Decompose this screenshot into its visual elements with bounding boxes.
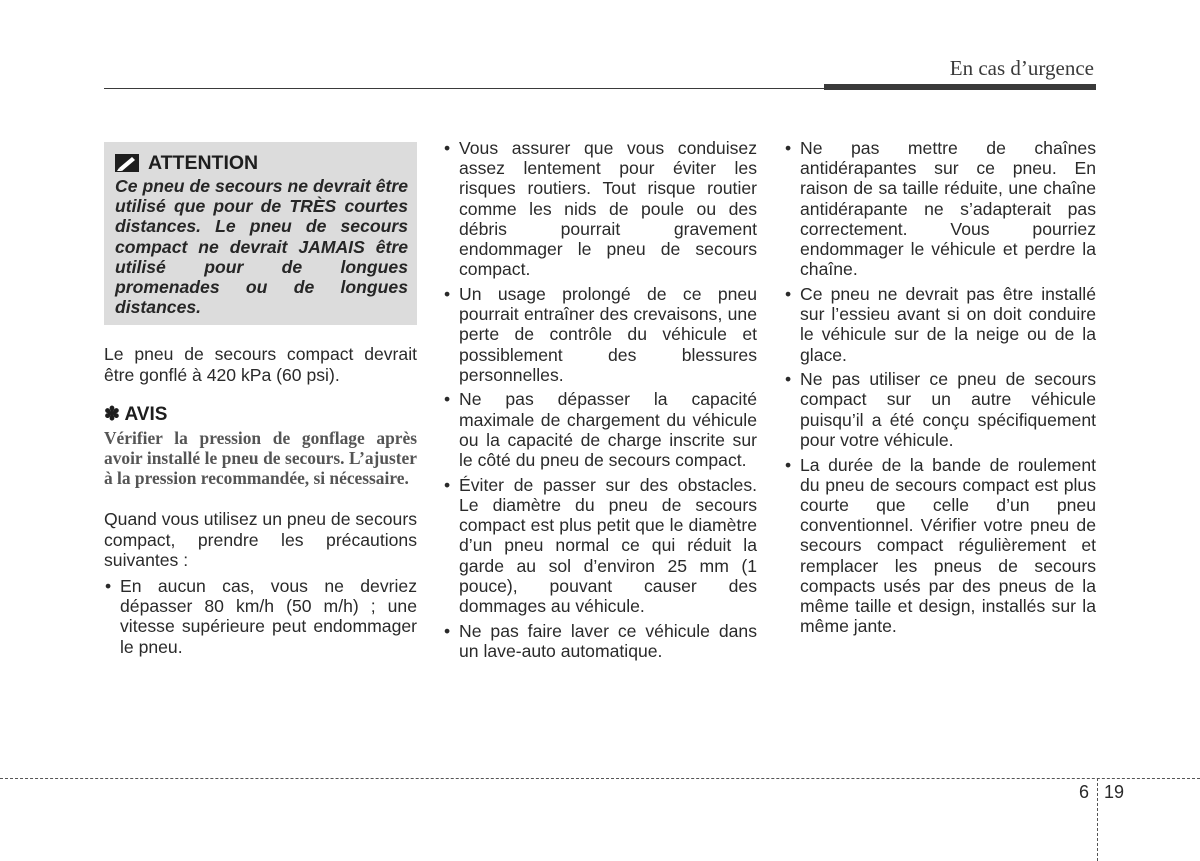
column-1 xyxy=(104,142,417,661)
column-2 xyxy=(443,138,757,666)
list-item: • Vous assurer que vous conduisez assez lentement pour éviter les risques routiers. Tout risque routier comme les nids de poule ou des débris pourrait gravement endommager le pneu de secours compact. xyxy=(444,138,757,280)
header-rule xyxy=(104,88,1096,89)
page-number: 19 xyxy=(1104,782,1125,802)
list-item: • Éviter de passer sur des obstacles. Le diamètre du pneu de secours compact est plus petit que le diamètre d’un pneu normal ce qui réduit la garde au sol d’environ 25 mm (1 pouce), pouvant causer des dommages au véhicule. xyxy=(444,474,757,616)
bullet-list xyxy=(443,138,757,661)
bullet-icon: • xyxy=(105,576,112,597)
list-item: • Un usage prolongé de ce pneu pourrait entraîner des crevaisons, une perte de contrôle du véhicule et possiblement des blessures personnelles. xyxy=(444,283,757,385)
list-item: • En aucun cas, vous ne devriez dépasser 80 km/h (50 m/h) ; une vitesse supérieure peut endommager le pneu. xyxy=(105,576,417,657)
column-3 xyxy=(784,138,1096,641)
bullet-icon: • xyxy=(444,474,451,495)
bullet-icon: • xyxy=(444,389,451,410)
pressure-text: Le pneu de secours compact devrait être gonflé à 420 kPa (60 psi). xyxy=(104,344,417,385)
attention-heading xyxy=(115,151,408,175)
footer-divider xyxy=(1097,778,1098,861)
pencil-icon xyxy=(115,154,139,172)
bullet-icon: • xyxy=(444,620,451,641)
precautions-intro: Quand vous utilisez un pneu de secours compact, prendre les précautions suivantes : xyxy=(104,509,417,570)
list-item: • La durée de la bande de roulement du pneu de secours compact est plus courte que celle d’un pneu conventionnel. Vérifier votre pneu de secours compact régulièrement et remplacer les pneus de secours compacts usés par des pneus de la même taille et design, installés sur la même jante. xyxy=(785,454,1096,637)
list-item: • Ne pas mettre de chaînes antidérapantes sur ce pneu. En raison de sa taille réduite, une chaîne antidérapante ne s’adapterait pas correctement. Vous pourriez endommager le véhicule et perdre la chaîne. xyxy=(785,138,1096,280)
bullet-icon: • xyxy=(785,454,792,475)
asterisk-icon: ✽ xyxy=(104,403,120,425)
bullet-icon: • xyxy=(785,369,792,390)
attention-box xyxy=(104,142,417,325)
section-title: En cas d’urgence xyxy=(949,56,1094,80)
list-item: • Ne pas faire laver ce véhicule dans un lave-auto automatique. xyxy=(444,620,757,661)
bullet-icon: • xyxy=(444,138,451,158)
bullet-icon: • xyxy=(444,283,451,304)
bullet-icon: • xyxy=(785,138,792,158)
bullet-list xyxy=(104,576,417,657)
bullet-list xyxy=(784,138,1096,636)
avis-title: AVIS xyxy=(124,403,168,425)
bullet-icon: • xyxy=(785,283,792,304)
attention-title: ATTENTION xyxy=(148,152,259,174)
chapter-number: 6 xyxy=(1079,782,1090,802)
list-item: • Ce pneu ne devrait pas être installé sur l’essieu avant si on doit conduire le véhicule sur de la neige ou de la glace. xyxy=(785,283,1096,365)
attention-text: Ce pneu de secours ne devrait être utilisé que pour de TRÈS courtes distances. Le pneu de secours compact ne devrait JAMAIS être utilisé pour de longues promenades ou de longues distances. xyxy=(115,176,408,318)
footer-rule xyxy=(0,778,1200,779)
list-item: • Ne pas dépasser la capacité maximale de chargement du véhicule ou la capacité de charge inscrite sur le côté du pneu de secours compact. xyxy=(444,389,757,471)
list-item: • Ne pas utiliser ce pneu de secours compact sur un autre véhicule puisqu’il a été conçu spécifiquement pour votre véhicule. xyxy=(785,369,1096,450)
avis-text: Vérifier la pression de gonflage après avoir installé le pneu de secours. L’ajuster à la pression recommandée, si nécessaire. xyxy=(104,427,417,489)
header-rule-accent xyxy=(824,84,1096,90)
avis-heading xyxy=(104,404,417,426)
